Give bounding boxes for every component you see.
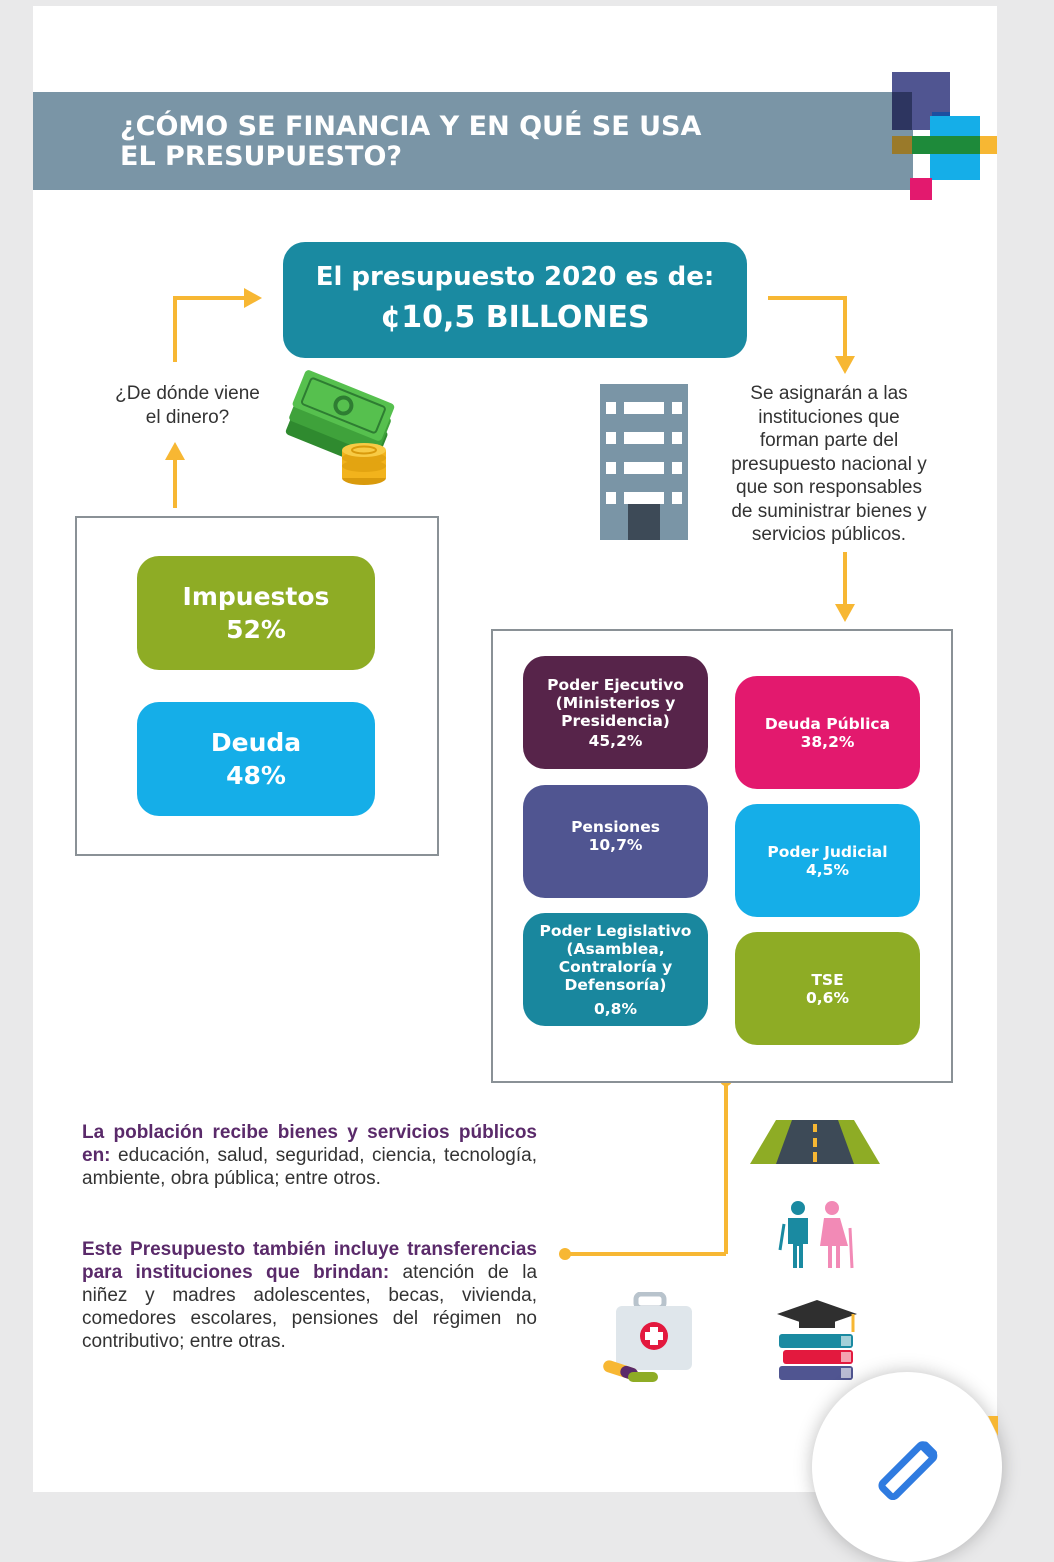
pencil-icon bbox=[870, 1430, 950, 1500]
building-icon bbox=[600, 384, 688, 540]
source-deuda: Deuda 48% bbox=[137, 702, 375, 816]
paragraph-services: La población recibe bienes y servicios públicos en: educación, salud, seguridad, ciencia, tecnología, ambiente, obra pública; entre otros. bbox=[82, 1122, 537, 1189]
allocation-description: Se asignarán a las instituciones que forman parte del presupuesto nacional y que son responsables de suministrar bienes y servicios públicos. bbox=[731, 383, 927, 545]
source-impuestos: Impuestos 52% bbox=[137, 556, 375, 670]
source-question: ¿De dónde viene el dinero? bbox=[115, 383, 260, 428]
institution-pensiones: Pensiones 10,7% bbox=[523, 785, 708, 898]
corner-accent bbox=[988, 1416, 998, 1436]
road-icon bbox=[750, 1118, 880, 1166]
budget-heading: El presupuesto 2020 es de: bbox=[315, 262, 715, 292]
books-icon bbox=[775, 1300, 859, 1386]
institution-deuda-publica: Deuda Pública 38,2% bbox=[735, 676, 920, 789]
money-icon bbox=[282, 370, 398, 488]
people-icon bbox=[778, 1198, 854, 1270]
budget-amount: ¢10,5 BILLONES bbox=[380, 300, 650, 335]
institution-poder-legislativo: Poder Legislativo (Asamblea, Contraloría y Defensoría) 0,8% bbox=[523, 913, 708, 1026]
page-title: ¿CÓMO SE FINANCIA Y EN QUÉ SE USA EL PRESUPUESTO? bbox=[120, 111, 702, 172]
medical-kit-icon bbox=[598, 1292, 698, 1388]
institution-poder-ejecutivo: Poder Ejecutivo (Ministerios y Presidencia) 45,2% bbox=[523, 656, 708, 769]
edit-fab-button[interactable] bbox=[812, 1372, 1002, 1562]
paragraph-transfers: Este Presupuesto también incluye transferencias para instituciones que brindan: atención de la niñez y madres adolescentes, becas, vivienda, comedores escolares, pensiones del régimen no contributivo; entre otras. bbox=[82, 1239, 538, 1352]
institution-tse: TSE 0,6% bbox=[735, 932, 920, 1045]
institution-poder-judicial: Poder Judicial 4,5% bbox=[735, 804, 920, 917]
